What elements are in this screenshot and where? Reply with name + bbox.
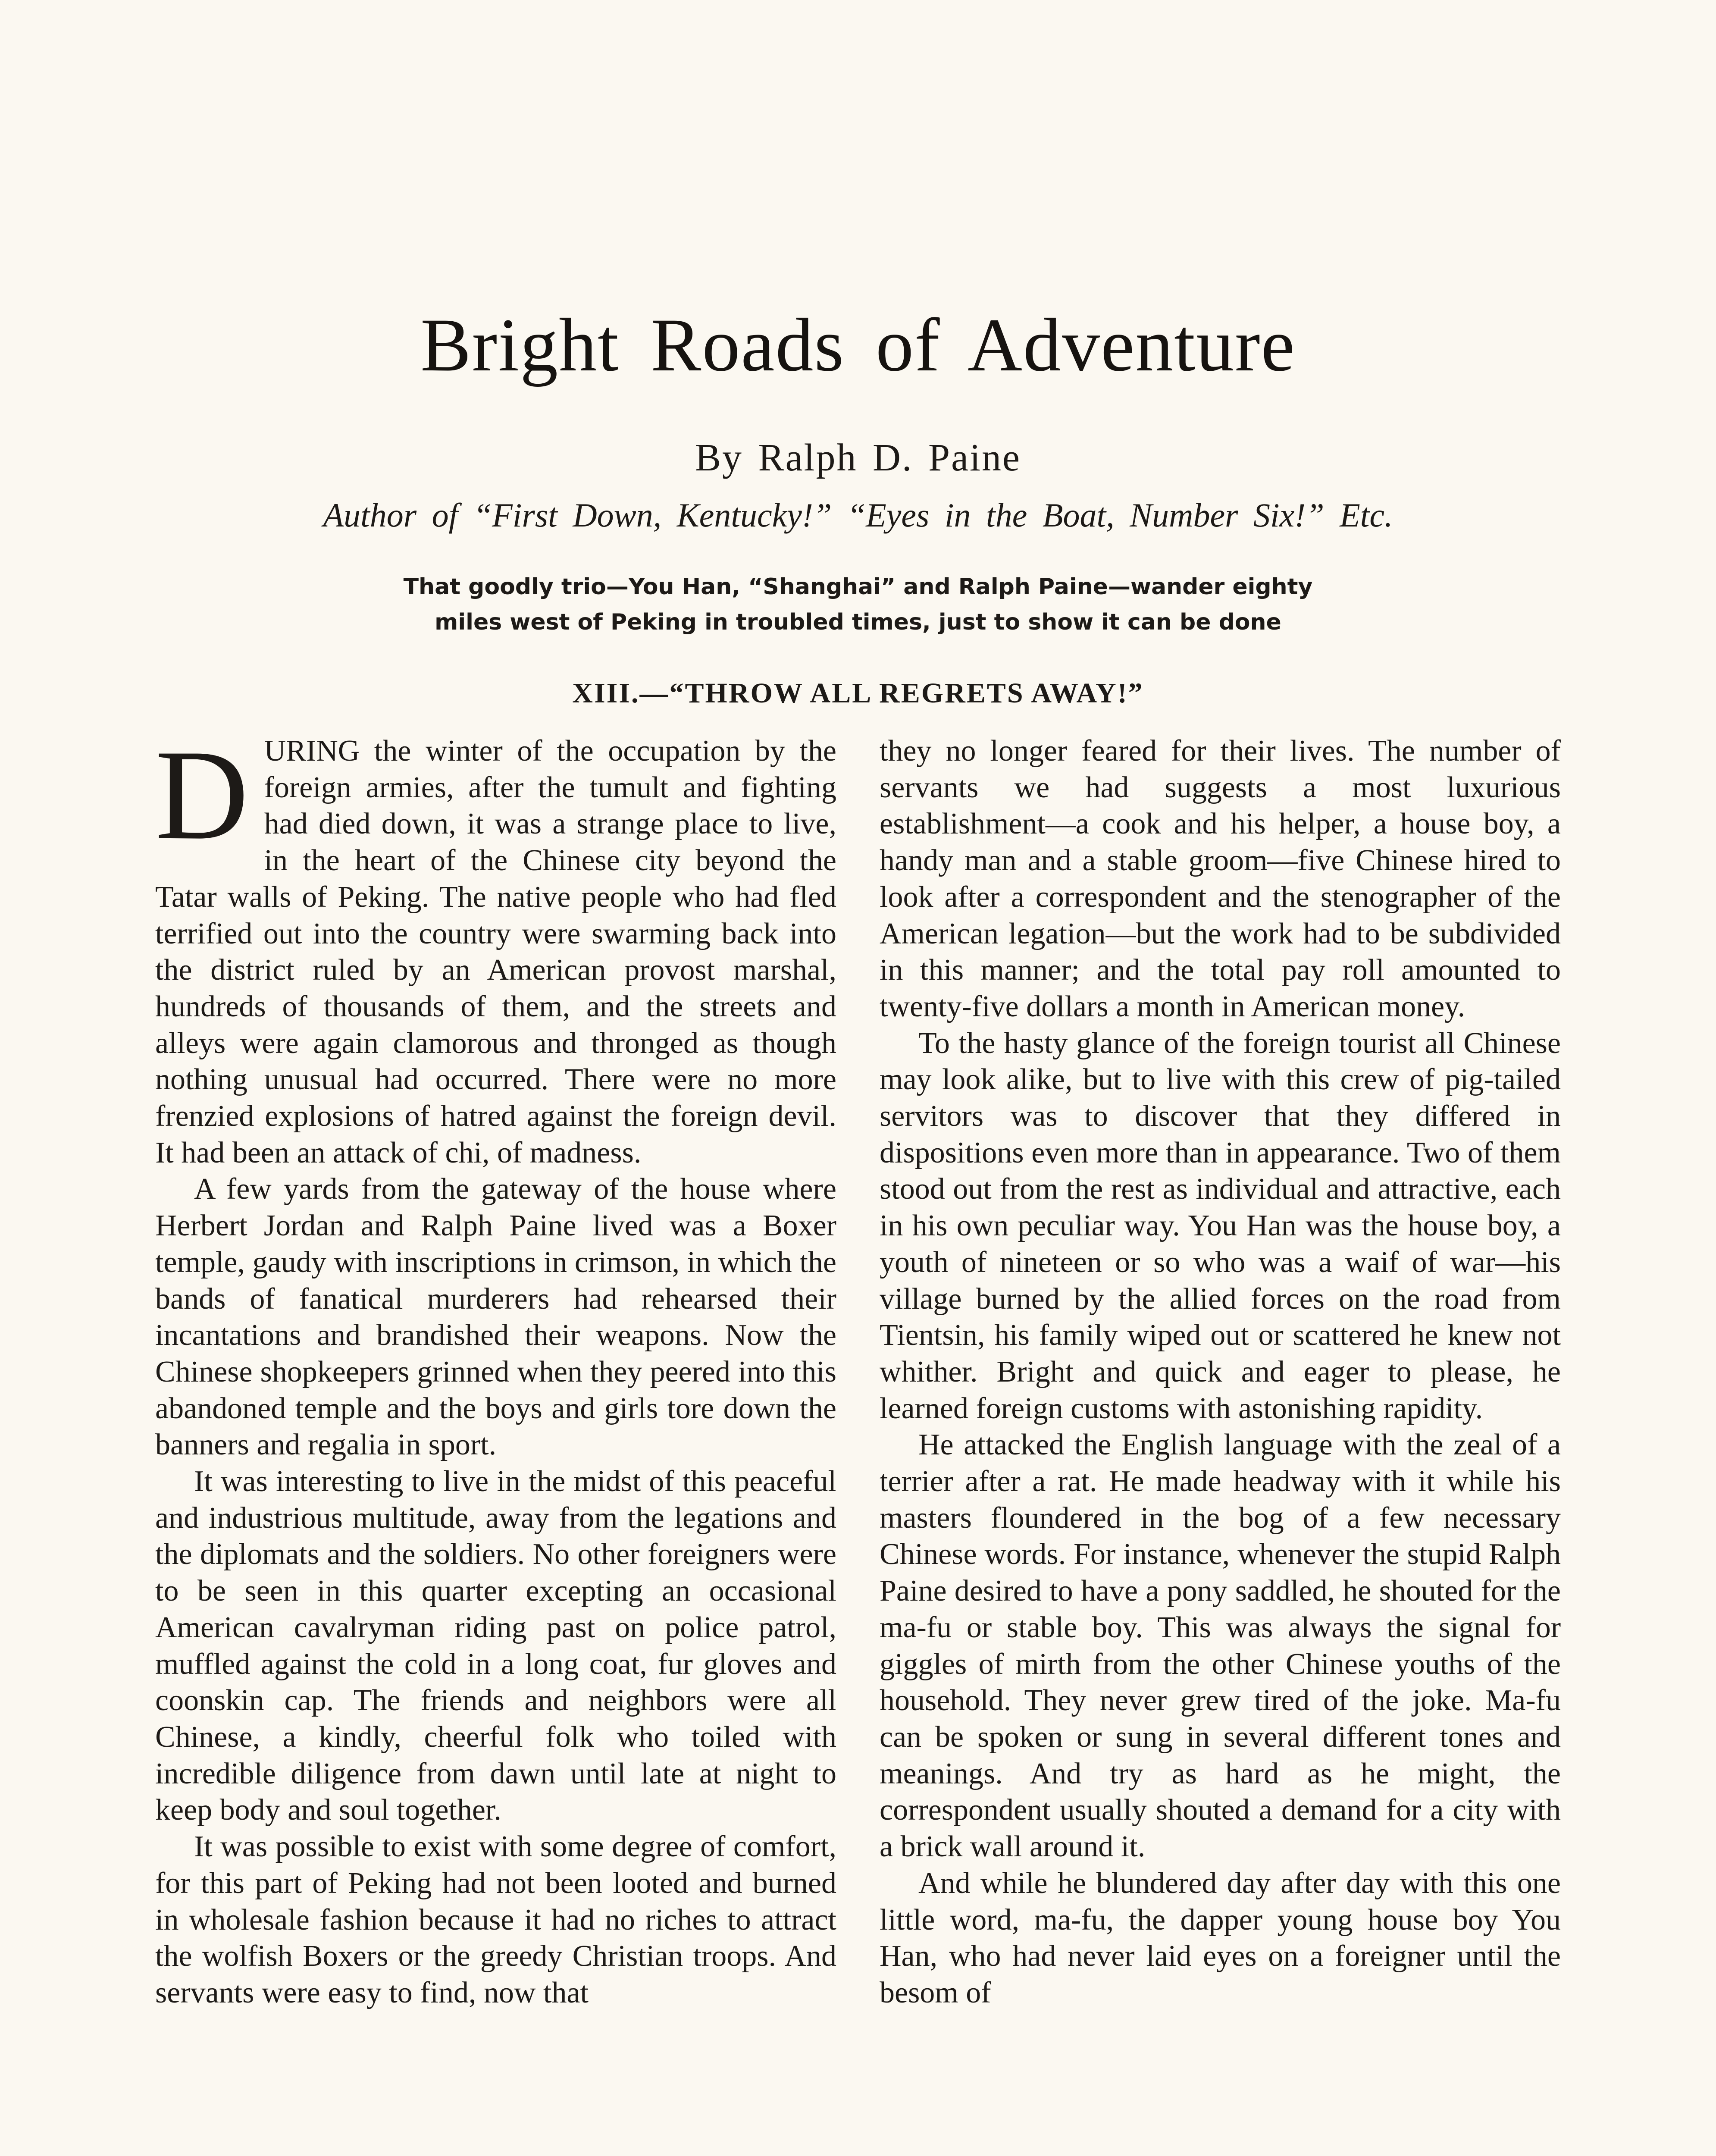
paragraph: To the hasty glance of the foreign tourist all Chinese may look alike, but to live with this crew of pig-tailed servitors was to discover that they differed in dispositions even more than in appearance. Two of them stood out from the rest as individual and attractive, each in his own peculiar way. You Han was the house boy, a youth of nineteen or so who was a waif of war—his village burned by the allied forces on the road from Tientsin, his family wiped out or scattered he knew not whither. Bright and quick and eager to please, he learned foreign customs with astonishing rapidity. <box>880 1026 1561 1425</box>
paragraph: He attacked the English language with the zeal of a terrier after a rat. He made headway with it while his masters floundered in the bog of a few necessary Chinese words. For instance, whenever the stupid Ralph Paine desired to have a pony saddled, he shouted for the ma-fu or stable boy. This was always the signal for giggles of mirth from the other Chinese youths of the household. They never grew tired of the joke. Ma-fu can be spoken or sung in several different tones and meanings. And try as hard as he might, the correspondent usually shouted a demand for a city with a brick wall around it. <box>880 1428 1561 1864</box>
blurb-line: That goodly trio—You Han, “Shanghai” and Ralph Paine—wander eighty <box>403 574 1313 600</box>
text-column-left <box>155 723 836 2012</box>
blurb-line: miles west of Peking in troubled times, just to show it can be done <box>435 609 1281 635</box>
byline: By Ralph D. Paine <box>695 436 1021 479</box>
paragraph: A few yards from the gateway of the house where Herbert Jordan and Ralph Paine lived was a Boxer temple, gaudy with inscriptions in crimson, in which the bands of fanatical murderers had rehearsed their incantations and brandished their weapons. Now the Chinese shopkeepers grinned when they peered into this abandoned temple and the boys and girls tore down the banners and regalia in sport. <box>155 1172 836 1462</box>
paragraph-text: URING the winter of the occupation by the foreign armies, after the tumult and fighting had died down, it was a strange place to live, in the heart of the Chinese city beyond the Tatar walls of Peking. The native people who had fled terrified out into the country were swarming back into the district ruled by an American provost marshal, hundreds of thousands of them, and the streets and alleys were again clamorous and thronged as though nothing unusual had occurred. There were no more frenzied explosions of hatred against the foreign devil. It had been an attack of chi, of madness. <box>155 734 836 1169</box>
article-blurb <box>0 569 1716 640</box>
text-column-right <box>880 733 1561 2012</box>
paragraph: It was possible to exist with some degree of comfort, for this part of Peking had not been looted and burned in wholesale fashion because it had no riches to attract the wolfish Boxers or the greedy Christian troops. And servants were easy to find, now that <box>155 1830 836 2009</box>
author-credits: Author of “First Down, Kentucky!” “Eyes in the Boat, Number Six!” Etc. <box>323 496 1393 534</box>
drop-cap: D <box>155 723 249 866</box>
paragraph <box>155 723 836 1171</box>
paragraph: It was interesting to live in the midst of this peaceful and industrious multitude, away from the legations and the diplomats and the soldiers. No other foreigners were to be seen in this quarter excepting an occasional American cavalryman riding past on police patrol, muffled against the cold in a long coat, fur gloves and coonskin cap. The friends and neighbors were all Chinese, a kindly, cheerful folk who toiled with incredible diligence from dawn until late at night to keep body and soul together. <box>155 1465 836 1827</box>
paragraph: they no longer feared for their lives. The number of servants we had suggests a most luxurious establishment—a cook and his helper, a house boy, a handy man and a stable groom—five Chinese hired to look after a correspondent and the stenographer of the American legation—but the work had to be subdivided in this manner; and the total pay roll amounted to twenty-five dollars a month in American money. <box>880 734 1561 1023</box>
paragraph: And while he blundered day after day with this one little word, ma-fu, the dapper young house boy You Han, who had never laid eyes on a foreigner until the besom of <box>880 1866 1561 2009</box>
article-title: Bright Roads of Adventure <box>420 303 1296 387</box>
chapter-heading: XIII.—“THROW ALL REGRETS AWAY!” <box>572 677 1144 709</box>
